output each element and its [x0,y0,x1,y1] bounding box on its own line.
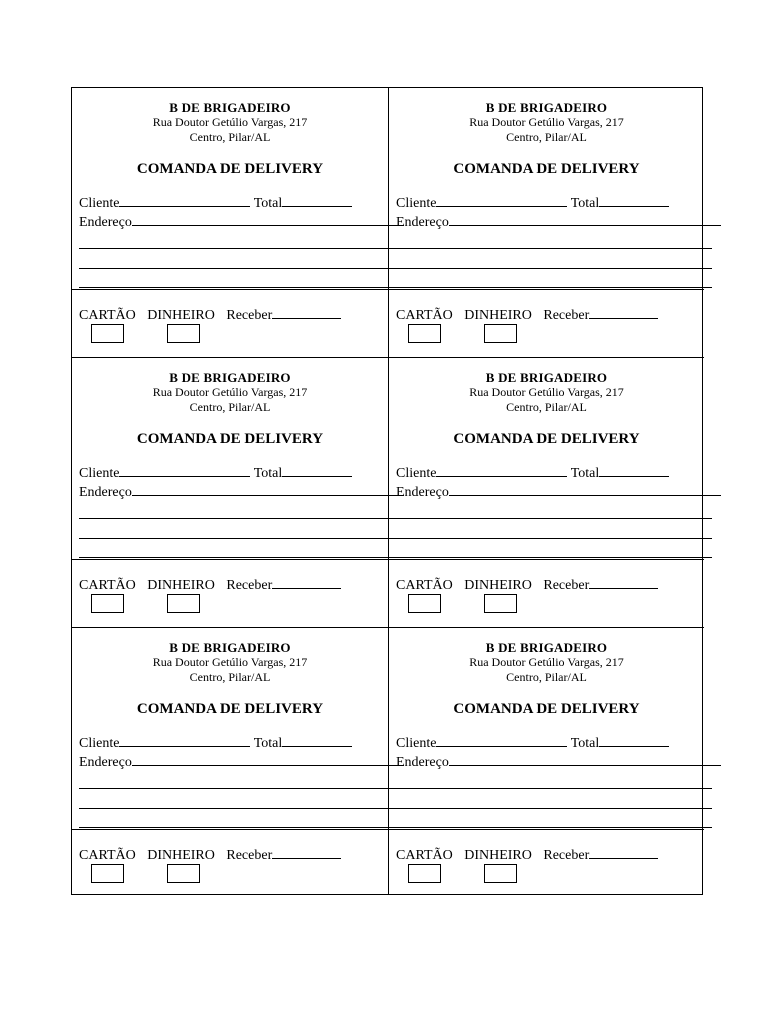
cash-payment-checkbox[interactable] [167,594,200,613]
address-continuation-line[interactable] [79,248,388,249]
customer-field[interactable] [436,194,567,207]
order-ticket-sheet [71,87,703,895]
address-field[interactable] [132,753,404,766]
order-ticket [388,357,704,627]
address-continuation-line[interactable] [389,827,712,828]
store-address-street: Rua Doutor Getúlio Vargas, 217 [152,655,308,669]
address-continuation-line[interactable] [389,538,712,539]
cash-payment-checkbox[interactable] [484,594,517,613]
customer-field[interactable] [436,734,567,747]
cash-payment-checkbox[interactable] [484,864,517,883]
address-continuation-line[interactable] [389,248,712,249]
cash-payment-label: DINHEIRO [147,848,215,863]
ticket-title: COMANDA DE DELIVERY [136,431,324,447]
cash-payment-label: DINHEIRO [464,578,532,593]
section-divider [72,289,388,290]
customer-field[interactable] [436,464,567,477]
address-label: Endereço [396,755,449,770]
address-label: Endereço [79,755,132,770]
store-address-city: Centro, Pilar/AL [506,670,587,684]
order-ticket [72,88,388,357]
address-continuation-line[interactable] [389,518,712,519]
address-field[interactable] [449,213,721,226]
order-ticket [72,357,388,627]
order-ticket [388,627,704,895]
receive-label: Receber [226,578,273,593]
ticket-title: COMANDA DE DELIVERY [136,161,324,177]
customer-row [396,194,669,212]
address-label: Endereço [396,215,449,230]
card-payment-label: CARTÃO [79,308,136,323]
payment-row [79,846,349,864]
address-field[interactable] [132,483,404,496]
store-address-street: Rua Doutor Getúlio Vargas, 217 [469,385,624,399]
total-label: Total [253,466,283,481]
total-label: Total [253,736,283,751]
order-ticket [72,627,388,895]
total-label: Total [570,196,600,211]
payment-row [396,576,666,594]
address-field[interactable] [449,483,721,496]
address-continuation-line[interactable] [79,788,388,789]
cash-payment-label: DINHEIRO [464,308,532,323]
receive-label: Receber [543,848,590,863]
receive-field[interactable] [272,306,341,319]
card-payment-checkbox[interactable] [91,324,124,343]
ticket-title: COMANDA DE DELIVERY [453,161,640,177]
customer-row [396,464,669,482]
total-field[interactable] [599,464,669,477]
store-name: B DE BRIGADEIRO [169,640,291,655]
receive-field[interactable] [272,576,341,589]
store-name: B DE BRIGADEIRO [485,100,608,115]
address-continuation-line[interactable] [79,268,388,269]
address-continuation-line[interactable] [79,287,388,288]
section-divider [389,559,704,560]
address-label: Endereço [396,485,449,500]
customer-label: Cliente [79,196,120,211]
customer-label: Cliente [396,196,437,211]
card-payment-label: CARTÃO [396,848,453,863]
ticket-title: COMANDA DE DELIVERY [453,431,640,447]
cash-payment-label: DINHEIRO [147,308,215,323]
card-payment-checkbox[interactable] [91,594,124,613]
address-field[interactable] [449,753,721,766]
card-payment-checkbox[interactable] [408,594,441,613]
address-continuation-line[interactable] [79,557,388,558]
cash-payment-checkbox[interactable] [484,324,517,343]
section-divider [72,559,388,560]
address-row [396,213,721,231]
receive-label: Receber [226,848,273,863]
ticket-title: COMANDA DE DELIVERY [453,701,640,717]
customer-field[interactable] [119,194,250,207]
address-continuation-line[interactable] [79,808,388,809]
receive-field[interactable] [589,846,658,859]
store-address-city: Centro, Pilar/AL [506,400,587,414]
receive-field[interactable] [589,306,658,319]
total-field[interactable] [282,194,352,207]
total-label: Total [570,736,600,751]
card-payment-checkbox[interactable] [408,864,441,883]
cash-payment-checkbox[interactable] [167,324,200,343]
address-continuation-line[interactable] [389,557,712,558]
section-divider [72,829,388,830]
total-field[interactable] [599,194,669,207]
store-name: B DE BRIGADEIRO [485,640,608,655]
total-field[interactable] [282,734,352,747]
address-row [79,483,404,501]
receive-label: Receber [543,578,590,593]
address-continuation-line[interactable] [389,788,712,789]
address-row [396,753,721,771]
store-address-city: Centro, Pilar/AL [189,400,271,414]
address-continuation-line[interactable] [79,518,388,519]
address-label: Endereço [79,215,132,230]
ticket-title: COMANDA DE DELIVERY [136,701,324,717]
address-continuation-line[interactable] [389,268,712,269]
section-divider [389,829,704,830]
card-payment-label: CARTÃO [396,308,453,323]
address-continuation-line[interactable] [389,808,712,809]
card-payment-checkbox[interactable] [91,864,124,883]
cash-payment-checkbox[interactable] [167,864,200,883]
payment-row [396,306,666,324]
total-label: Total [570,466,600,481]
customer-label: Cliente [79,736,120,751]
section-divider [389,289,704,290]
customer-label: Cliente [396,466,437,481]
cash-payment-label: DINHEIRO [147,578,215,593]
customer-field[interactable] [119,464,250,477]
customer-row [79,734,352,752]
address-continuation-line[interactable] [79,827,388,828]
store-address-city: Centro, Pilar/AL [506,130,587,144]
address-continuation-line[interactable] [389,287,712,288]
cash-payment-label: DINHEIRO [464,848,532,863]
customer-row [79,464,352,482]
customer-field[interactable] [119,734,250,747]
store-name: B DE BRIGADEIRO [485,370,608,385]
card-payment-label: CARTÃO [79,848,136,863]
customer-label: Cliente [79,466,120,481]
store-address-street: Rua Doutor Getúlio Vargas, 217 [469,115,624,129]
receive-field[interactable] [272,846,341,859]
card-payment-label: CARTÃO [79,578,136,593]
store-name: B DE BRIGADEIRO [169,370,291,385]
payment-row [396,846,666,864]
card-payment-label: CARTÃO [396,578,453,593]
customer-label: Cliente [396,736,437,751]
customer-row [79,194,352,212]
card-payment-checkbox[interactable] [408,324,441,343]
receive-label: Receber [543,308,590,323]
store-address-city: Centro, Pilar/AL [189,670,271,684]
customer-row [396,734,669,752]
order-ticket [388,88,704,357]
total-field[interactable] [599,734,669,747]
store-address-street: Rua Doutor Getúlio Vargas, 217 [469,655,624,669]
total-label: Total [253,196,283,211]
total-field[interactable] [282,464,352,477]
store-address-street: Rua Doutor Getúlio Vargas, 217 [152,385,308,399]
store-address-city: Centro, Pilar/AL [189,130,271,144]
address-continuation-line[interactable] [79,538,388,539]
payment-row [79,576,349,594]
receive-field[interactable] [589,576,658,589]
address-row [79,213,404,231]
store-address-street: Rua Doutor Getúlio Vargas, 217 [152,115,308,129]
payment-row [79,306,349,324]
receive-label: Receber [226,308,273,323]
store-name: B DE BRIGADEIRO [169,100,291,115]
address-row [79,753,404,771]
address-row [396,483,721,501]
address-field[interactable] [132,213,404,226]
address-label: Endereço [79,485,132,500]
